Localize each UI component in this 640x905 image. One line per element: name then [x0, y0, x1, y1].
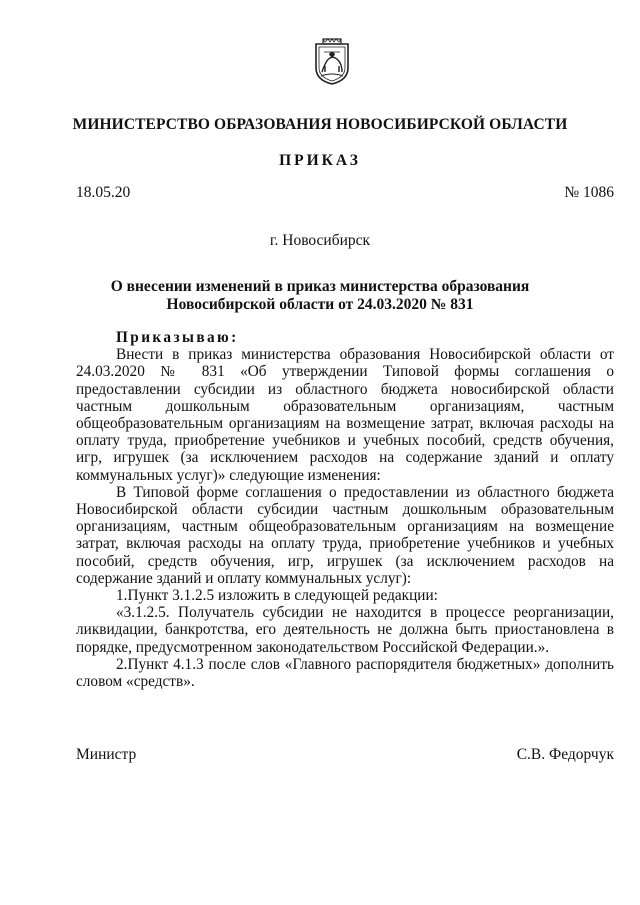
title-line-2: Новосибирской области от 24.03.2020 № 831	[166, 296, 474, 313]
paragraph-1: Внести в приказ министерства образования Новосибирской области от 24.03.2020 № 831 «Об утверждении Типовой формы соглашения о предоставлении субсидии из областного бюджета новосибирской области частным дошкольным образовательным организациям, частным общеобразовательным организациям на возмещение затрат, включая расходы на оплату труда, приобретение учебников и учебных пособий, средств обучения, игр, игрушек (за исключением расходов на содержание зданий и оплату коммунальных услуг)» следующие изменения:	[76, 346, 614, 484]
ministry-name: МИНИСТЕРСТВО ОБРАЗОВАНИЯ НОВОСИБИРСКОЙ ОБЛАСТИ	[72, 116, 568, 133]
paragraph-3: 1.Пункт 3.1.2.5 изложить в следующей редакции:	[116, 587, 438, 605]
document-date: 18.05.20	[76, 184, 131, 201]
document-type: ПРИКАЗ	[279, 152, 361, 169]
order-word: Приказываю:	[116, 329, 239, 346]
paragraph-5: 2.Пункт 4.1.3 после слов «Главного распорядителя бюджетных» дополнить словом «средств».	[76, 655, 614, 691]
coat-of-arms-icon	[312, 38, 352, 86]
title-line-1: О внесении изменений в приказ министерства образования	[110, 278, 530, 295]
document-body	[76, 329, 614, 690]
signatory-name: С.В. Федорчук	[516, 746, 614, 763]
paragraph-2: В Типовой форме соглашения о предоставлении из областного бюджета Новосибирской области субсидии частным дошкольным образовательным организациям, частным общеобразовательным организациям на возмещение затрат, включая расходы на оплату труда, приобретение учебников и учебных пособий, средств обучения, игр, игрушек (за исключением расходов на содержание зданий и оплату коммунальных услуг):	[76, 483, 614, 587]
city: г. Новосибирск	[269, 232, 371, 249]
signatory-role: Министр	[76, 746, 137, 763]
paragraph-4: «3.1.2.5. Получатель субсидии не находится в процессе реорганизации, ликвидации, банкротства, его деятельность не должна быть приостановлена в порядке, предусмотренном законодательством Российской Федерации.».	[76, 604, 614, 656]
document-number: № 1086	[564, 184, 614, 201]
document-title	[100, 278, 540, 314]
